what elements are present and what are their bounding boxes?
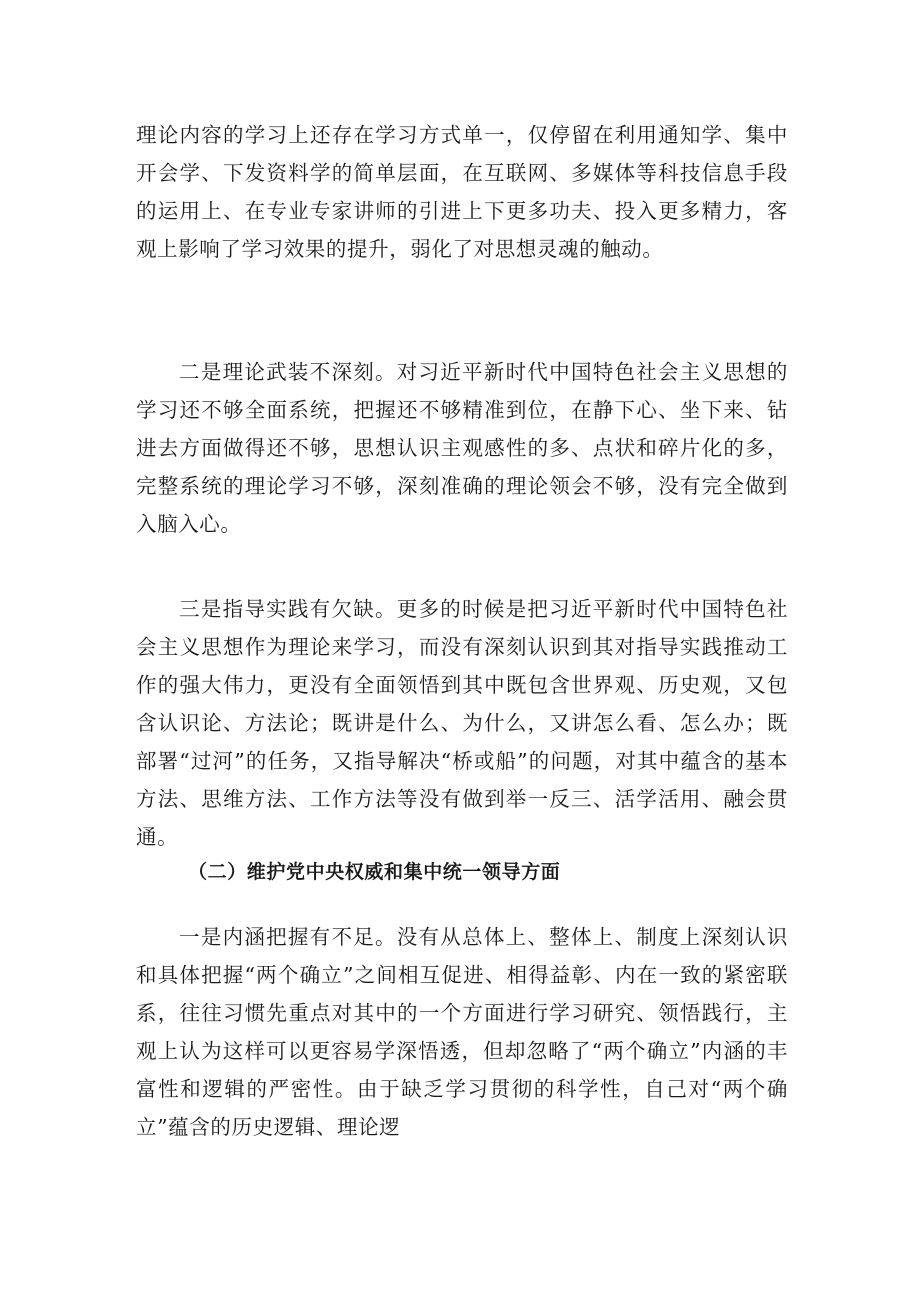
paragraph-guiding-practice: 三是指导实践有欠缺。更多的时候是把习近平新时代中国特色社会主义思想作为理论来学习，而没有深刻认识到其对指导实践推动工作的强大伟力，更没有全面领悟到其中既包含世界观、历史观，又包含认识论、方法论；既讲是什么、为什么，又讲怎么看、怎么办；既部署“过河”的任务，又指导解决“桥或船”的问题，对其中蕴含的基本方法、思维方法、工作方法等没有做到举一反三、活学活用、融会贯通。 bbox=[136, 597, 788, 849]
section-heading: （二）维护党中央权威和集中统一领导方面 bbox=[188, 861, 561, 883]
paragraph-theory-armament: 二是理论武装不深刻。对习近平新时代中国特色社会主义思想的学习还不够全面系统，把握还不够精准到位，在静下心、坐下来、钻进去方面做得还不够，思想认识主观感性的多、点状和碎片化的多，完整系统的理论学习不够，深刻准确的理论领会不够，没有完全做到入脑入心。 bbox=[136, 360, 788, 536]
paragraph-continuation: 理论内容的学习上还存在学习方式单一，仅停留在利用通知学、集中开会学、下发资料学的简单层面，在互联网、多媒体等科技信息手段的运用上、在专业专家讲师的引进上下更多功夫、投入更多精力，客观上影响了学习效果的提升，弱化了对思想灵魂的触动。 bbox=[136, 123, 788, 261]
paragraph-connotation: 一是内涵把握有不足。没有从总体上、整体上、制度上深刻认识和具体把握“两个确立”之间相互促进、相得益彰、内在一致的紧密联系，往往习惯先重点对其中的一个方面进行学习研究、领悟践行，主观上认为这样可以更容易学深悟透，但却忽略了“两个确立”内涵的丰富性和逻辑的严密性。由于缺乏学习贯彻的科学性，自己对“两个确立”蕴含的历史逻辑、理论逻 bbox=[136, 925, 788, 1139]
